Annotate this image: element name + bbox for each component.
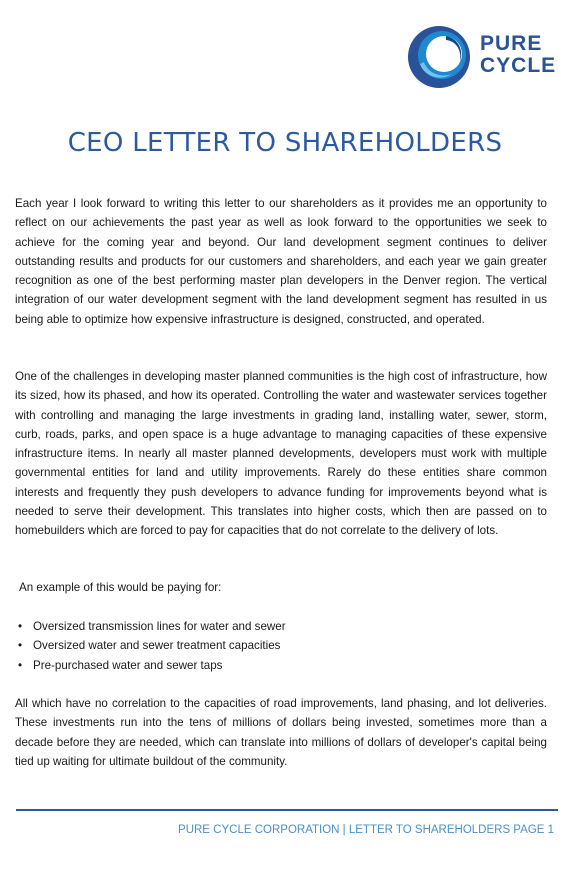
list-item-text: Oversized water and sewer treatment capacities (33, 639, 281, 653)
paragraph-challenges: One of the challenges in developing master planned communities is the high cost of infrastructure, how its sized, how its phased, and how its operated. Controlling the water and wastewater services together with controlling and managing the large investments in grading land, installing water, sewer, storm, curb, roads, parks, and open space is a huge advantage to managing capacities of these expensive infrastructure items. In nearly all master planned developments, developers must work with multiple governmental entities for land and utility improvements. Rarely do these entities share common interests and frequently they push developers to advance funding for improvements beyond what is needed to serve their development. This translates into higher costs, which then are passed on to homebuilders which are forced to pay for capacities that do not correlate to the delivery of lots. (15, 370, 547, 538)
list-item (15, 656, 286, 675)
list-item (15, 636, 286, 655)
page-title: CEO LETTER TO SHAREHOLDERS (67, 128, 503, 158)
list-item (15, 617, 286, 636)
logo-line-1: PURE (480, 32, 543, 55)
list-item-text: Oversized transmission lines for water and sewer (33, 620, 286, 633)
pure-cycle-swirl-icon (406, 24, 476, 90)
example-bullet-list (15, 617, 286, 675)
pure-cycle-logo (406, 24, 556, 90)
footer-divider (16, 809, 558, 811)
page-footer: PURE CYCLE CORPORATION | LETTER TO SHAREHOLDERS PAGE 1 (178, 824, 554, 836)
logo-line-2: CYCLE (480, 54, 557, 77)
bullet-icon: • (18, 639, 23, 653)
bullet-icon: • (18, 620, 23, 633)
bullet-icon: • (18, 658, 23, 672)
paragraph-correlation: All which have no correlation to the capacities of road improvements, land phasing, and lot deliveries. These investments run into the tens of millions of dollars being invested, sometimes more than a decade before they are needed, which can translate into millions of dollars of developer's capital being tied up waiting for ultimate buildout of the community. (15, 697, 547, 768)
paragraph-example-lead: An example of this would be paying for: (19, 581, 222, 594)
paragraph-intro: Each year I look forward to writing this letter to our shareholders as it provides me an opportunity to reflect on our achievements the past year as well as look forward to the opportunities we seek to achieve for the coming year and beyond. Our land development segment continues to deliver outstanding results and products for our customers and shareholders, and each year we gain greater recognition as one of the best performing master plan developers in the Denver region. The vertical integration of our water development segment with the land development segment has resulted in us being able to optimize how expensive infrastructure is designed, constructed, and operated. (15, 197, 547, 326)
logo-wordmark (480, 33, 556, 77)
list-item-text: Pre-purchased water and sewer taps (33, 658, 223, 672)
